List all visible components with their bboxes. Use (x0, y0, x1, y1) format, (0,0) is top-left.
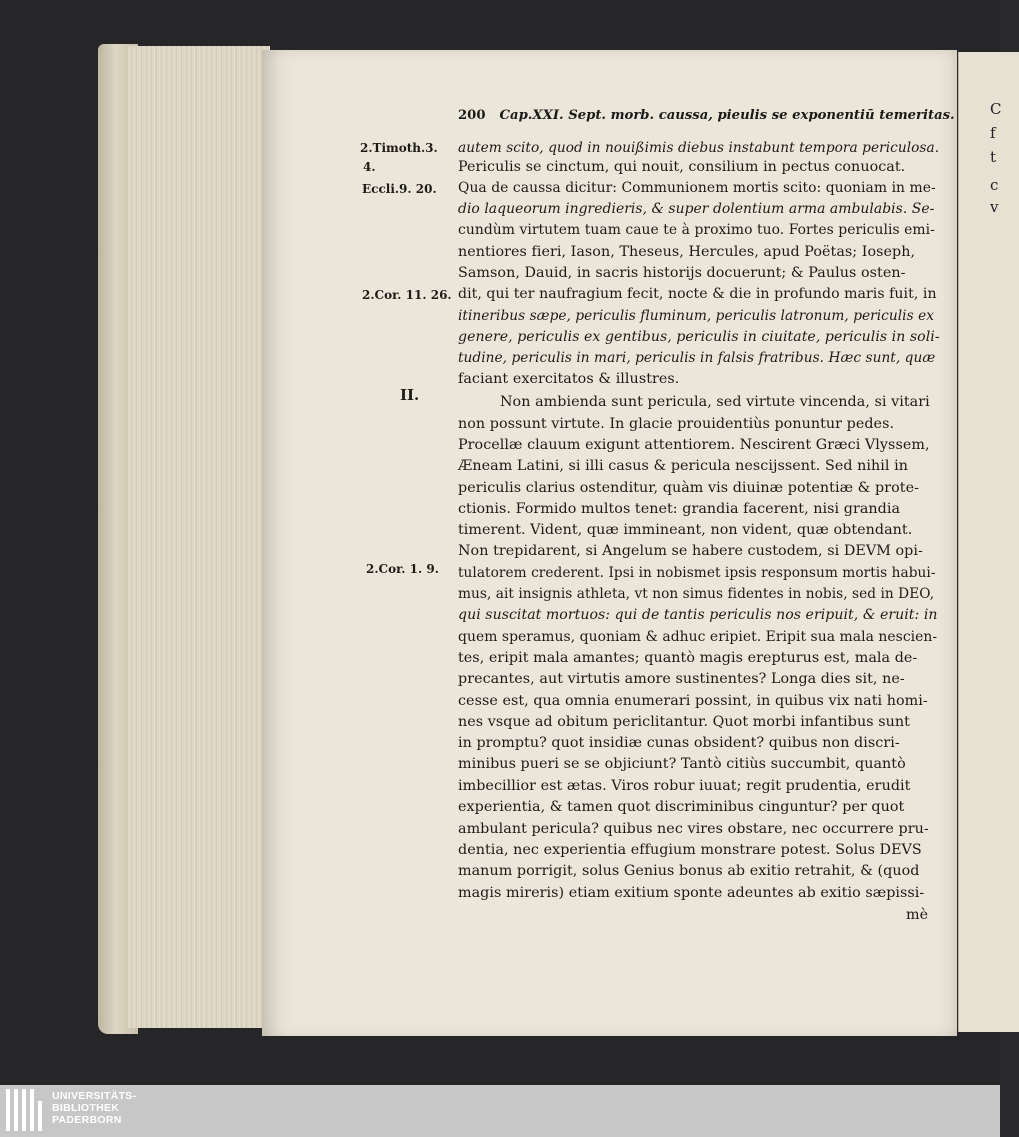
text-line: imbecillior est ætas. Viros robur iuuat; regit prudentia, erudit (458, 778, 911, 794)
text-line: Non ambienda sunt pericula, sed virtute vincenda, si vitari (500, 394, 930, 410)
text-line: tes, eripit mala amantes; quantò magis erepturus est, mala de- (458, 650, 918, 666)
text-line: qui suscitat mortuos: qui de tantis periculis nos eripuit, & eruit: in (458, 607, 938, 623)
page-edges (128, 46, 270, 1028)
text-line: in promptu? quot insidiæ cunas obsident? quibus non discri- (458, 735, 900, 751)
facing-page-letter: t (990, 148, 997, 166)
facing-page-letter: f (990, 124, 996, 142)
text-line: magis mireris) etiam exitium sponte adeuntes ab exitio sæpissi- (458, 885, 925, 901)
text-line: nentiores fieri, Iason, Theseus, Hercules, apud Poëtas; Ioseph, (458, 244, 916, 260)
text-line: faciant exercitatos & illustres. (458, 371, 680, 387)
text-line: minibus pueri se se objiciunt? Tantò citiùs succumbit, quantò (458, 756, 906, 772)
text-line: Procellæ clauum exigunt attentiorem. Nescirent Græci Vlyssem, (458, 437, 930, 453)
logo-line: UNIVERSITÄTS- (52, 1090, 137, 1102)
text-line: tulatorem crederent. Ipsi in nobismet ipsis responsum mortis habui- (458, 565, 936, 581)
margin-note: 2.Timoth.3. (360, 141, 438, 155)
logo-line: BIBLIOTHEK (52, 1102, 120, 1114)
text-line: genere, periculis ex gentibus, periculis in ciuitate, periculis in soli- (458, 329, 940, 345)
text-line: timerent. Vident, quæ immineant, non vident, quæ obtendant. (458, 522, 913, 538)
facing-page-letter: C (990, 100, 1002, 118)
library-footer (0, 1085, 1000, 1137)
text-line: itineribus sæpe, periculis fluminum, periculis latronum, periculis ex (458, 308, 935, 324)
text-line: Qua de caussa dicitur: Communionem mortis scito: quoniam in me- (458, 180, 936, 196)
library-logo-icon (6, 1089, 46, 1131)
text-line: autem scito, quod in nouißimis diebus instabunt tempora periculosa. (458, 140, 940, 156)
running-head (458, 108, 958, 123)
section-number: II. (400, 386, 420, 404)
text-line: dio laqueorum ingredieris, & super dolentium arma ambulabis. Se- (458, 201, 935, 217)
text-line: manum porrigit, solus Genius bonus ab exitio retrahit, & (quod (458, 863, 920, 879)
text-line: Samson, Dauid, in sacris historijs docuerunt; & Paulus osten- (458, 265, 906, 281)
text-line: dentia, nec experientia effugium monstrare potest. Solus DEVS (458, 842, 922, 858)
margin-note: 2.Cor. 11. 26. (362, 288, 452, 302)
text-line: Periculis se cinctum, qui nouit, consilium in pectus conuocat. (458, 159, 906, 175)
text-line: cundùm virtutem tuam caue te à proximo tuo. Fortes periculis emi- (458, 222, 935, 238)
text-line: non possunt virtute. In glacie prouidentiùs ponuntur pedes. (458, 416, 895, 432)
text-line: Æneam Latini, si illi casus & pericula nescijssent. Sed nihil in (458, 458, 909, 474)
margin-note: 4. (363, 160, 376, 174)
facing-page-edge (958, 52, 1019, 1032)
facing-page-letter: v (990, 198, 999, 216)
text-line: tudine, periculis in mari, periculis in falsis fratribus. Hæc sunt, quæ (458, 350, 936, 366)
library-logo-text (52, 1090, 136, 1126)
text-line: experientia, & tamen quot discriminibus cinguntur? per quot (458, 799, 905, 815)
text-line: precantes, aut virtutis amore sustinentes? Longa dies sit, ne- (458, 671, 905, 687)
text-line: dit, qui ter naufragium fecit, nocte & die in profundo maris fuit, in (458, 286, 937, 302)
text-line: Non trepidarent, si Angelum se habere custodem, si DEVM opi- (458, 543, 923, 559)
text-line: periculis clarius ostenditur, quàm vis diuinæ potentiæ & prote- (458, 480, 919, 496)
margin-note: 2.Cor. 1. 9. (366, 562, 439, 576)
page-number: 200 (458, 108, 486, 123)
text-line: quem speramus, quoniam & adhuc eripiet. Eripit sua mala nescien- (458, 629, 938, 645)
text-line: nes vsque ad obitum periclitantur. Quot morbi infantibus sunt (458, 714, 910, 730)
text-line: ctionis. Formido multos tenet: grandia facerent, nisi grandia (458, 501, 901, 517)
text-line: mus, ait insignis athleta, vt non simus fidentes in nobis, sed in DEO, (458, 586, 935, 602)
logo-line: PADERBORN (52, 1114, 122, 1126)
catchword: mè (906, 907, 929, 923)
running-head-title: Cap.XXI. Sept. morb. caussa, pieulis se exponentiū temeritas. (499, 108, 955, 123)
text-line: cesse est, qua omnia enumerari possint, in quibus vix nati homi- (458, 693, 928, 709)
text-line: ambulant pericula? quibus nec vires obstare, nec occurrere pru- (458, 821, 929, 837)
margin-note: Eccli.9. 20. (362, 182, 437, 196)
facing-page-letter: c (990, 176, 999, 194)
